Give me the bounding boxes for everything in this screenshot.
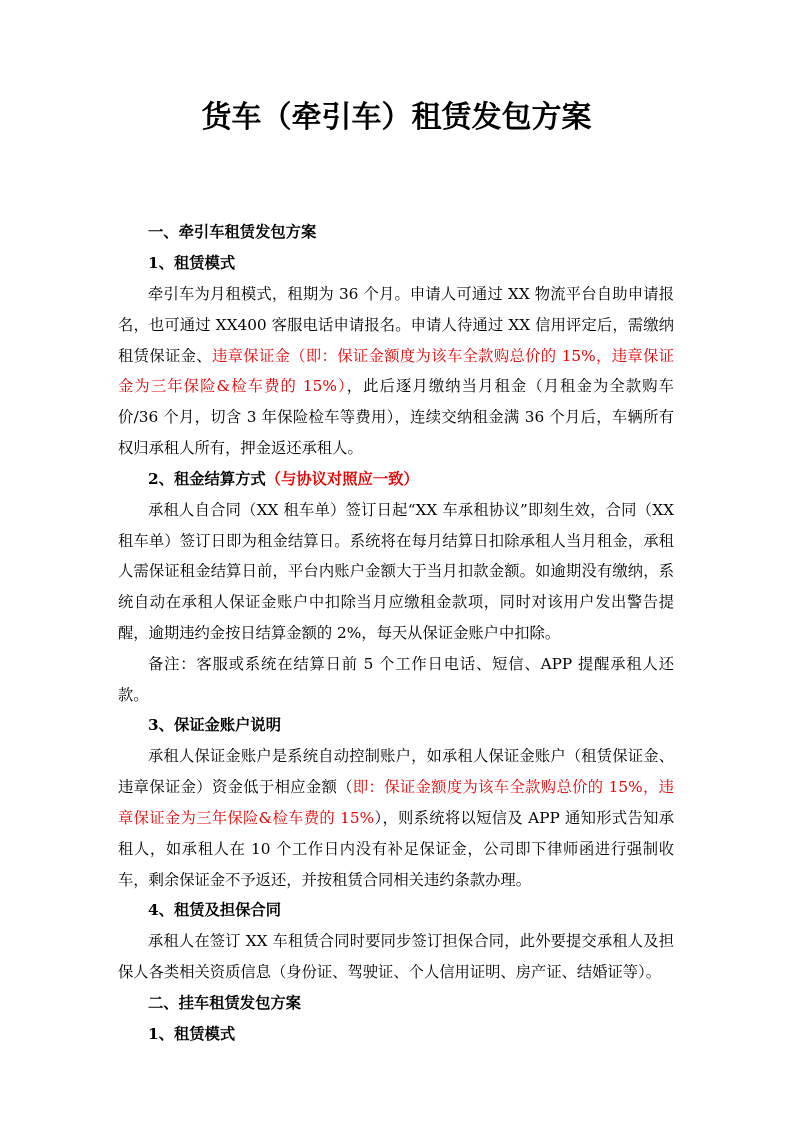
paragraph-text: 牵引车为月租模式，租期为 36 个月。申请人可通过 XX 物流平台自助申请报名，也可通过 XX400 客服电话申请报名。申请人待通过 XX 信用评定后，需缴纳租赁保证金、	[118, 285, 674, 365]
paragraph: 承租人自合同（XX 租车单）签订日起“XX 车承租协议”即刻生效，合同（XX 租车单）签订日即为租金结算日。系统将在每月结算日扣除承租人当月租金，承租人需保证租金结算日前，平台内账户金额大于当月扣款金额。如逾期没有缴纳，系统自动在承租人保证金账户中扣除当月应缴租金款项，同时对该用户发出警告提醒，逾期违约金按日结算金额的 2%，每天从保证金账户中扣除。	[118, 500, 674, 642]
paragraph-text: ），则系统将以短信及 APP 通知形式告知承租人，如承租人在 10 个工作日内没有补足保证金，公司即下律师函进行强制收车，剩余保证金不予返还，并按租赁合同相关违约条款办理。	[118, 808, 674, 889]
subsection-heading: 4、租赁及担保合同	[148, 901, 282, 920]
highlighted-text: 即：保证金额度为该车全款购总价的 15%，违章保证金为三年保险&检车费的 15%	[118, 778, 674, 827]
paragraph-text: ，此后逐月缴纳当月租金（月租金为全款购车价/36 个月，切含 3 年保险检车等费用），连续交纳租金满 36 个月后，车辆所有权归承租人所有，押金返还承租人。	[118, 377, 674, 457]
document-title: 货车（牵引车）租赁发包方案	[201, 100, 592, 135]
highlighted-heading-note: （与协议对照应一致）	[265, 469, 419, 488]
subsection-heading: 1、租赁模式	[148, 1024, 236, 1043]
subsection-heading: 1、租赁模式	[148, 254, 236, 272]
note-paragraph: 备注：客服或系统在结算日前 5 个工作日电话、短信、APP 提醒承租人还款。	[118, 654, 674, 704]
highlighted-text: 违章保证金（即：保证金额度为该车全款购总价的 15%，违章保证金为三年保险&检车费的 15%）	[118, 346, 674, 396]
document-body	[118, 217, 674, 1050]
section-heading: 一、牵引车租赁发包方案	[148, 223, 317, 241]
subsection-heading-text: 2、租金结算方式	[148, 469, 266, 488]
paragraph	[118, 741, 674, 895]
paragraph-text: 承租人保证金账户是系统自动控制账户，如承租人保证金账户（租赁保证金、违章保证金）资金低于相应金额（	[118, 747, 674, 797]
section-heading: 二、挂车租赁发包方案	[148, 993, 301, 1012]
subsection-heading: 3、保证金账户说明	[148, 716, 282, 735]
paragraph: 承租人在签订 XX 车租赁合同时要同步签订担保合同，此外要提交承租人及担保人各类相关资质信息（身份证、驾驶证、个人信用证明、房产证、结婚证等）。	[118, 932, 674, 982]
subsection-heading	[118, 464, 674, 495]
paragraph	[118, 279, 674, 464]
